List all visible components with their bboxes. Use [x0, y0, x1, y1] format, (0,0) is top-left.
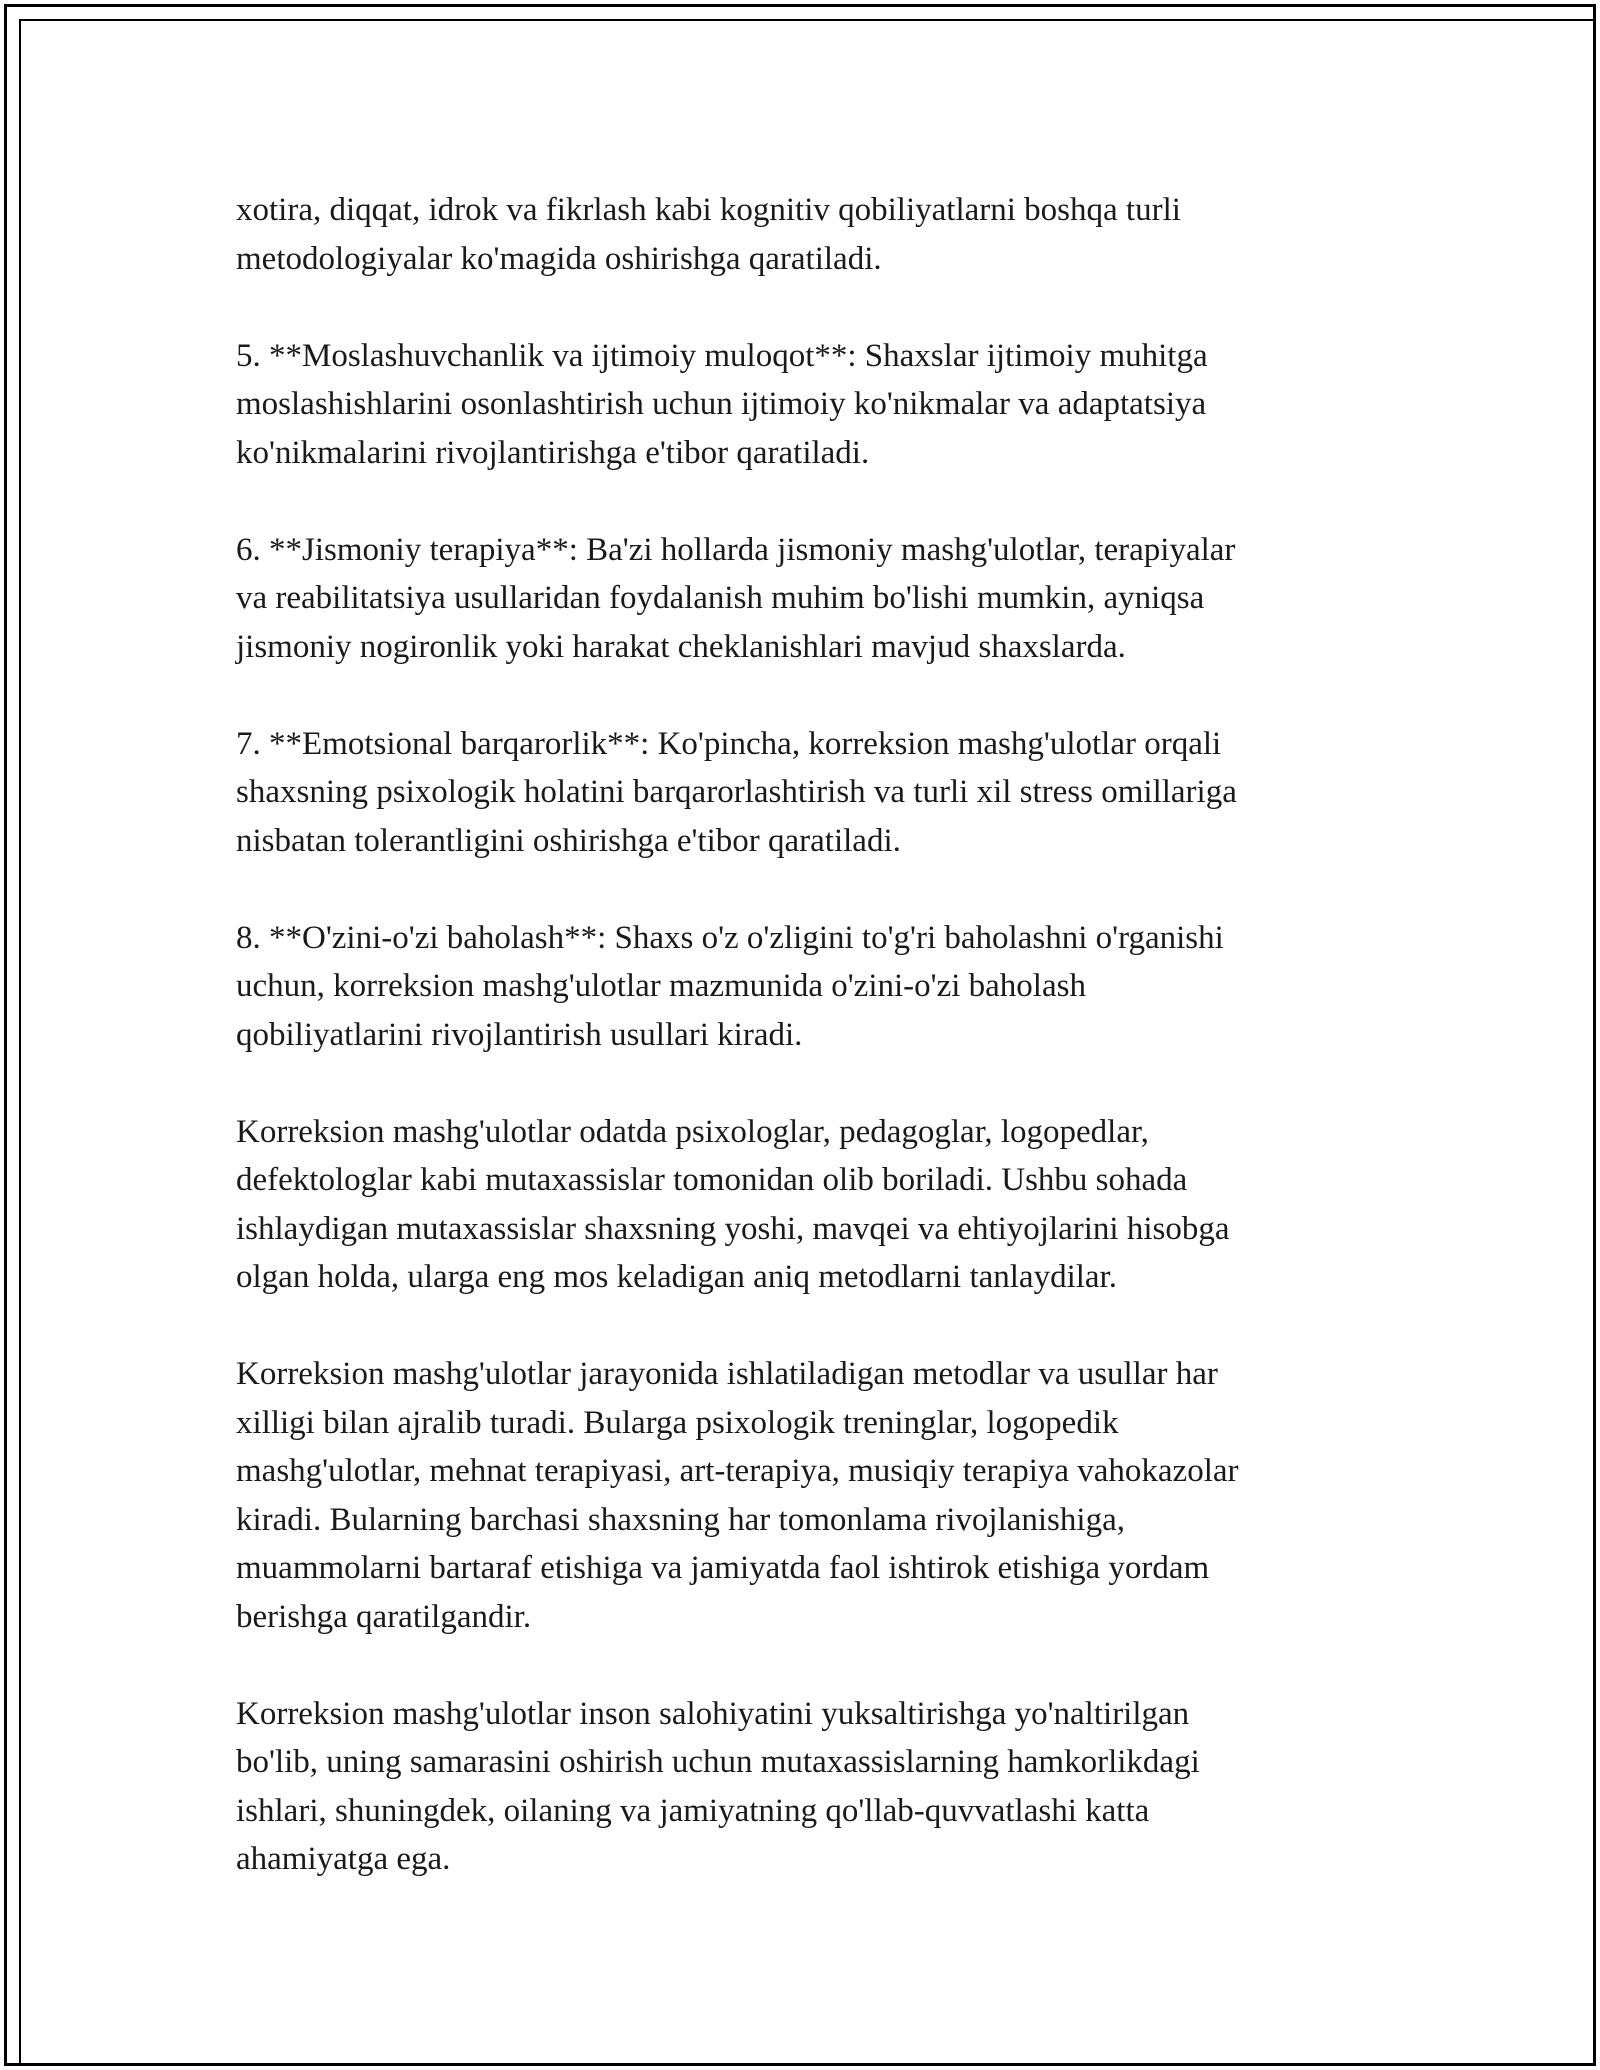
document-body [236, 186, 1366, 1884]
paragraph-item-8-self-assessment: 8. **O'zini-o'zi baholash**: Shaxs o'z o'zligini to'g'ri baholashni o'rganishi uchun, korreksion mashg'ulotlar mazmunida o'zini-o'zi baholash qobiliyatlarini rivojlantirish usullari kiradi. [236, 919, 1224, 1053]
paragraph-cognitive-continuation: xotira, diqqat, idrok va fikrlash kabi kognitiv qobiliyatlarni boshqa turli metodologiyalar ko'magida oshirishga qaratiladi. [236, 192, 1181, 277]
paragraph-item-6-physical-therapy: 6. **Jismoniy terapiya**: Ba'zi hollarda jismoniy mashg'ulotlar, terapiyalar va reabilitatsiya usullaridan foydalanish muhim bo'lishi mumkin, ayniqsa jismoniy nogironlik yoki harakat cheklanishlari mavjud shaxslarda. [236, 531, 1236, 665]
paragraph-conclusion: Korreksion mashg'ulotlar inson salohiyatini yuksaltirishga yo'naltirilgan bo'lib, uning samarasini oshirish uchun mutaxassislarning hamkorlikdagi ishlari, shuningdek, oilaning va jamiyatning qo'llab-quvvatlashi katta ahamiyatga ega. [236, 1695, 1200, 1877]
paragraph-specialists: Korreksion mashg'ulotlar odatda psixologlar, pedagoglar, logopedlar, defektologlar kabi mutaxassislar tomonidan olib boriladi. Ushbu sohada ishlaydigan mutaxassislar shaxsning yoshi, mavqei va ehtiyojlarini hisobga olgan holda, ularga eng mos keladigan aniq metodlarni tanlaydilar. [236, 1113, 1230, 1295]
paragraph-methods: Korreksion mashg'ulotlar jarayonida ishlatiladigan metodlar va usullar har xilligi bilan ajralib turadi. Bularga psixologik treninglar, logopedik mashg'ulotlar, mehnat terapiyasi, art-terapiya, musiqiy terapiya vahokazolar kiradi. Bularning barchasi shaxsning har tomonlama rivojlanishiga, muammolarni bartaraf etishiga va jamiyatda faol ishtirok etishiga yordam berishga qaratilgandir. [236, 1356, 1239, 1635]
paragraph-item-7-emotional-stability: 7. **Emotsional barqarorlik**: Ko'pincha, korreksion mashg'ulotlar orqali shaxsning psixologik holatini barqarorlashtirish va turli xil stress omillariga nisbatan tolerantligini oshirishga e'tibor qaratiladi. [236, 725, 1237, 859]
paragraph-item-5-adaptation: 5. **Moslashuvchanlik va ijtimoiy muloqot**: Shaxslar ijtimoiy muhitga moslashishlarini osonlashtirish uchun ijtimoiy ko'nikmalar va adaptatsiya ko'nikmalarini rivojlantirishga e'tibor qaratiladi. [236, 337, 1208, 471]
